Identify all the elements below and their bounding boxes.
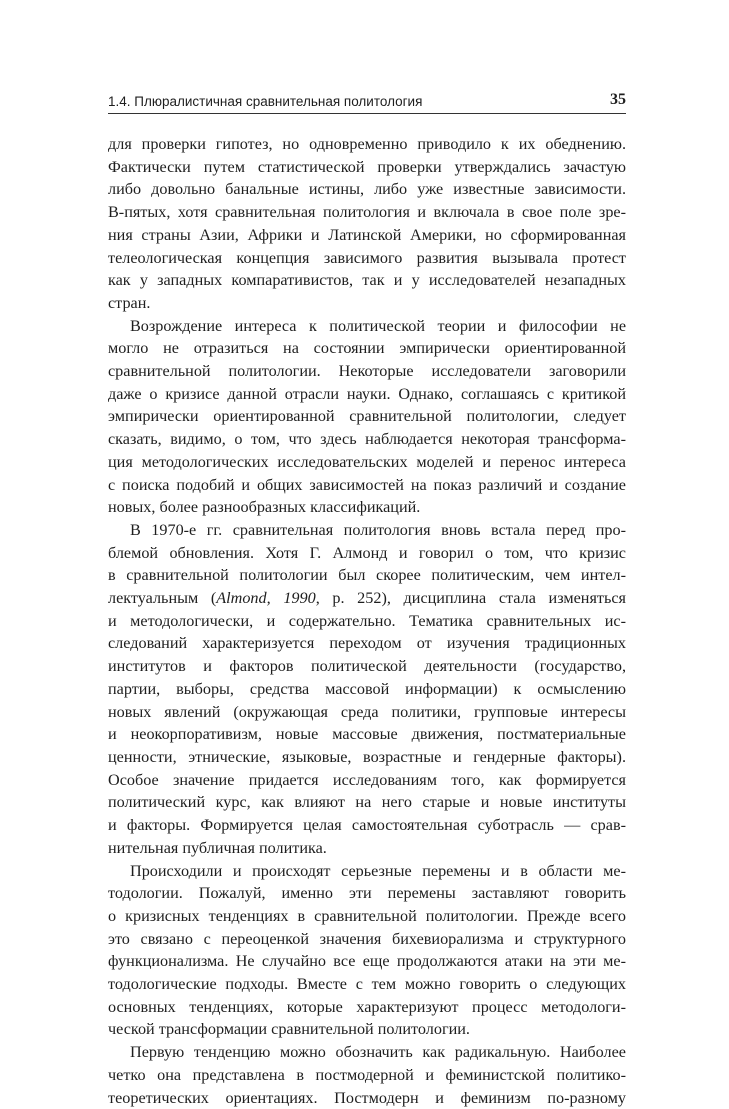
text-line: новых, более разнообразных классификаций. xyxy=(108,498,421,517)
text-line: либо довольно банальные истины, либо уже известные зависимости. xyxy=(108,180,626,199)
text-line: политический курс, как влияют на него старые и новые институты xyxy=(108,793,626,812)
text-line: с поиска подобий и общих зависимостей на показ различий и создание xyxy=(108,475,626,494)
text-line: как у западных компаративистов, так и у исследователей незападных xyxy=(108,271,626,290)
text-line: В 1970-е гг. сравнительная политология вновь встала перед про- xyxy=(130,520,626,539)
text-line: и методологически, и содержательно. Тематика сравнительных ис- xyxy=(108,611,626,630)
text-line: тодологии. Пожалуй, именно эти перемены заставляют говорить xyxy=(108,884,626,903)
page-body xyxy=(108,133,626,1109)
text-line: Возрождение интереса к политической теории и философии не xyxy=(130,316,626,335)
running-head xyxy=(108,90,626,114)
text-line: эмпирически ориентированной сравнительной политологии, следует xyxy=(108,407,626,426)
text-line: основных тенденциях, которые характеризуют процесс методологи- xyxy=(108,997,626,1016)
text-line: институтов и факторов политической деятельности (государство, xyxy=(108,657,626,676)
text-line: тодологические подходы. Вместе с тем можно говорить о следующих xyxy=(108,975,626,994)
text-line: четко она представлена в постмодерной и феминистской политико- xyxy=(108,1065,626,1084)
paragraph-5 xyxy=(108,1041,626,1109)
text-line: и факторы. Формируется целая самостоятельная суботрасль — срав- xyxy=(108,816,626,835)
text-line: стран. xyxy=(108,293,151,312)
paragraph-1 xyxy=(108,133,626,315)
citation-author-year: Almond, 1990 xyxy=(216,589,316,608)
text-line: Происходили и происходят серьезные перемены и в области ме- xyxy=(130,861,626,880)
text-fragment: , p. 252), дисциплина стала изменяться xyxy=(315,589,626,608)
text-line: могло не отразиться на состоянии эмпирически ориентированной xyxy=(108,339,626,358)
paragraph-4 xyxy=(108,860,626,1042)
text-line: для проверки гипотез, но одновременно приводило к их обеднению. xyxy=(108,135,626,153)
text-line: Первую тенденцию можно обозначить как радикальную. Наиболее xyxy=(130,1043,626,1062)
text-line: в сравнительной политологии был скорее политическим, чем интел- xyxy=(108,566,626,585)
text-line: Фактически путем статистической проверки утверждались зачастую xyxy=(108,157,626,176)
page-number: 35 xyxy=(610,91,626,108)
paragraph-3 xyxy=(108,519,626,860)
text-line: В-пятых, хотя сравнительная политология и включала в свое поле зре- xyxy=(108,203,626,222)
text-line: даже о кризисе данной отрасли науки. Однако, соглашаясь с критикой xyxy=(108,384,626,403)
text-line-with-citation xyxy=(108,587,626,610)
text-line: функционализма. Не случайно все еще продолжаются атаки на эти ме- xyxy=(108,952,626,971)
text-line: ция методологических исследовательских моделей и перенос интереса xyxy=(108,452,626,471)
text-line: сказать, видимо, о том, что здесь наблюдается некоторая трансформа- xyxy=(108,430,626,449)
text-line: блемой обновления. Хотя Г. Алмонд и говорил о том, что кризис xyxy=(108,543,626,562)
section-title: 1.4. Плюралистичная сравнительная политология xyxy=(108,94,423,109)
text-line: ния страны Азии, Африки и Латинской Америки, но сформированная xyxy=(108,225,626,244)
text-line: партии, выборы, средства массовой информации) к осмыслению xyxy=(108,679,626,698)
text-line: это связано с переоценкой значения бихевиорализма и структурного xyxy=(108,929,626,948)
text-line: ческой трансформации сравнительной политологии. xyxy=(108,1020,470,1039)
text-line: ценности, этнические, языковые, возрастные и гендерные факторы). xyxy=(108,747,626,766)
text-line: теоретических ориентациях. Постмодерн и феминизм по-разному xyxy=(108,1088,626,1107)
text-line: Особое значение придается исследованиям того, как формируется xyxy=(108,770,626,789)
text-line: и неокорпоративизм, новые массовые движения, постматериальные xyxy=(108,725,626,744)
text-line: новых явлений (окружающая среда политики, групповые интересы xyxy=(108,702,626,721)
text-line: нительная публичная политика. xyxy=(108,838,327,857)
text-line: следований характеризуется переходом от изучения традиционных xyxy=(108,634,626,653)
text-line: о кризисных тенденциях в сравнительной политологии. Прежде всего xyxy=(108,906,626,925)
text-fragment: лектуальным ( xyxy=(108,589,217,608)
text-line: сравнительной политологии. Некоторые исследователи заговорили xyxy=(108,362,626,381)
text-line: телеологическая концепция зависимого развития вызывала протест xyxy=(108,248,626,267)
paragraph-2 xyxy=(108,315,626,519)
